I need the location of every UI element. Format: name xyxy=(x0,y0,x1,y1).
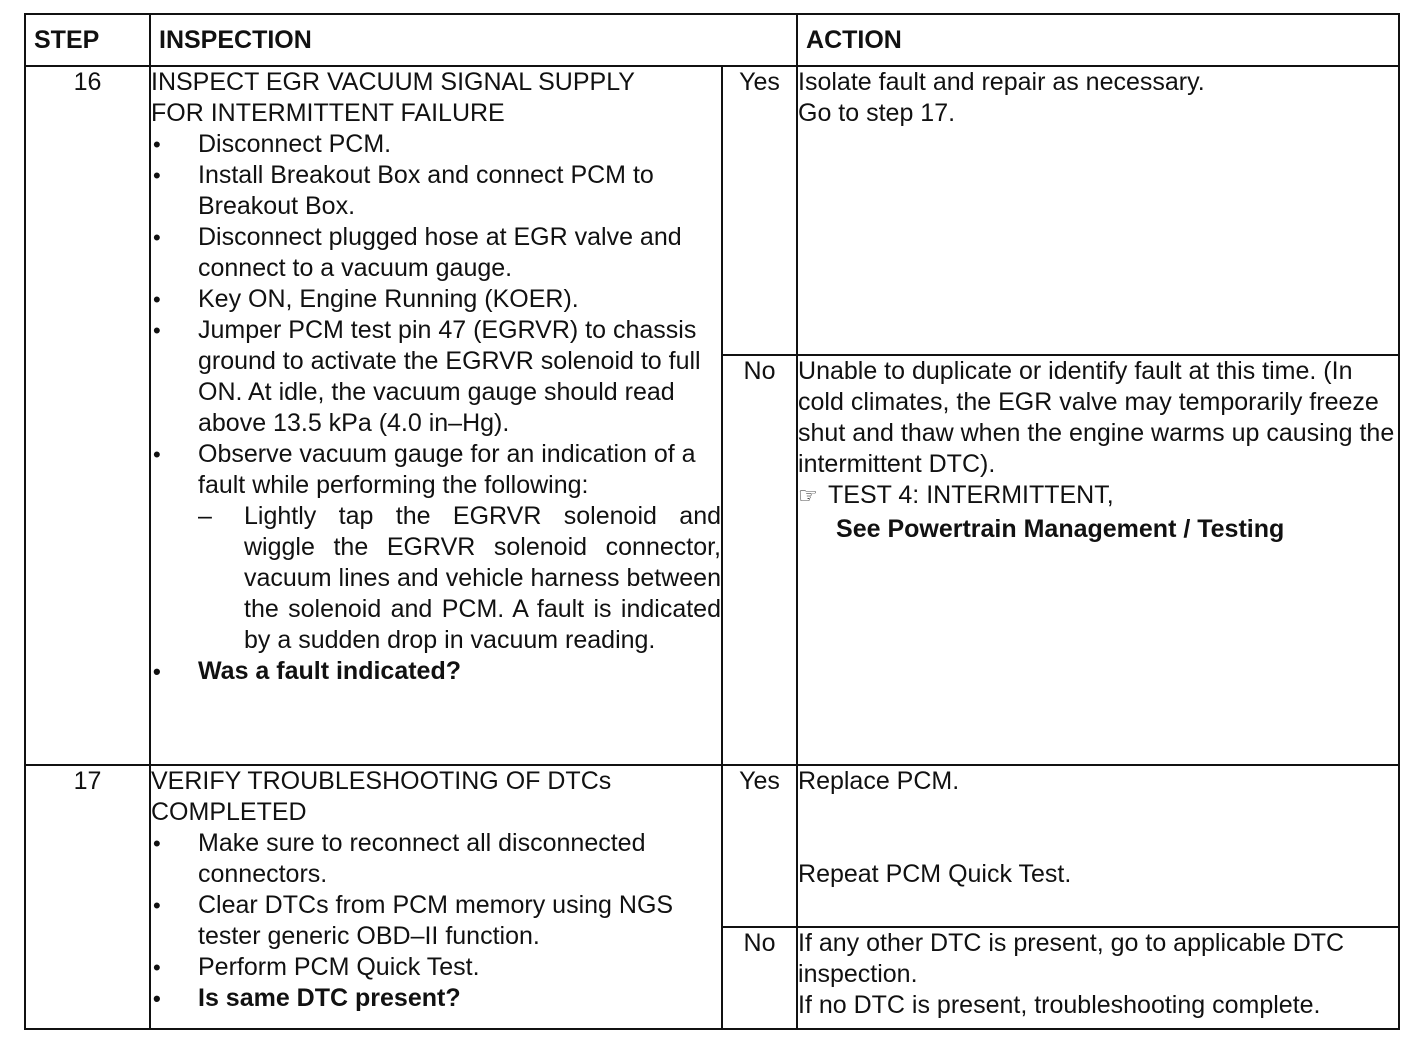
header-inspection: INSPECTION xyxy=(150,14,797,66)
procedure-table xyxy=(24,13,1400,1030)
bullet-item: • Disconnect plugged hose at EGR valve and connect to a vacuum gauge. xyxy=(151,222,721,284)
action-line: Replace PCM. xyxy=(798,767,960,795)
inspection-question: • Was a fault indicated? xyxy=(151,656,721,687)
no-action xyxy=(797,927,1399,1029)
header-row xyxy=(25,14,1399,66)
bullet-item: • Perform PCM Quick Test. xyxy=(151,952,721,983)
inspection-bullet-list xyxy=(151,129,721,687)
no-label: No xyxy=(722,927,797,1029)
sub-list xyxy=(198,501,721,656)
dash-item: – Lightly tap the EGRVR solenoid and wiggle the EGRVR solenoid connector, vacuum lines and vehicle harness between the solenoid and PCM. A fault is indicated by a sudden drop in vacuum reading. xyxy=(198,501,721,656)
bullet-item: • Make sure to reconnect all disconnected connectors. xyxy=(151,828,721,890)
action-text: Unable to duplicate or identify fault at this time. (In cold climates, the EGR valve may temporarily freeze shut and thaw when the engine warms up causing the intermittent DTC). xyxy=(798,357,1395,478)
bullet-item: • Disconnect PCM. xyxy=(151,129,721,160)
inspection-title: COMPLETED xyxy=(151,798,307,826)
bullet-text: Observe vacuum gauge for an indication of a fault while performing the following: xyxy=(198,440,696,499)
action-line: If no DTC is present, troubleshooting complete. xyxy=(798,991,1321,1019)
inspection-title: INSPECT EGR VACUUM SIGNAL SUPPLY xyxy=(151,68,635,96)
step-17-yes-row xyxy=(25,765,1399,927)
spacer xyxy=(798,797,1398,859)
bullet-item xyxy=(151,439,721,656)
yes-label: Yes xyxy=(722,66,797,355)
header-action: ACTION xyxy=(797,14,1399,66)
action-line: Repeat PCM Quick Test. xyxy=(798,860,1072,888)
action-line: Go to step 17. xyxy=(798,99,956,127)
step-16-inspection xyxy=(150,66,722,765)
cross-reference xyxy=(798,480,1398,511)
inspection-question: • Is same DTC present? xyxy=(151,983,721,1014)
inspection-title: VERIFY TROUBLESHOOTING OF DTCs xyxy=(151,767,612,795)
yes-label: Yes xyxy=(722,765,797,927)
step-17-inspection xyxy=(150,765,722,1029)
header-step: STEP xyxy=(25,14,150,66)
step-16-yes-row xyxy=(25,66,1399,355)
yes-action xyxy=(797,66,1399,355)
no-label: No xyxy=(722,355,797,765)
inspection-title: FOR INTERMITTENT FAILURE xyxy=(151,99,505,127)
pointing-hand-icon: ☞ xyxy=(798,483,818,508)
reference-link[interactable]: See Powertrain Management / Testing xyxy=(836,515,1285,543)
action-line: If any other DTC is present, go to applicable DTC inspection. xyxy=(798,929,1345,988)
step-number: 17 xyxy=(25,765,150,1029)
action-line: Isolate fault and repair as necessary. xyxy=(798,68,1205,96)
bullet-item: • Jumper PCM test pin 47 (EGRVR) to chassis ground to activate the EGRVR solenoid to full ON. At idle, the vacuum gauge should read above 13.5 kPa (4.0 in–Hg). xyxy=(151,315,721,439)
inspection-bullet-list xyxy=(151,828,721,1014)
no-action xyxy=(797,355,1399,765)
bullet-item: • Key ON, Engine Running (KOER). xyxy=(151,284,721,315)
step-number: 16 xyxy=(25,66,150,765)
reference-test: TEST 4: INTERMITTENT, xyxy=(828,481,1114,509)
bullet-item: • Clear DTCs from PCM memory using NGS tester generic OBD–II function. xyxy=(151,890,721,952)
yes-action xyxy=(797,765,1399,927)
bullet-item: • Install Breakout Box and connect PCM to Breakout Box. xyxy=(151,160,721,222)
